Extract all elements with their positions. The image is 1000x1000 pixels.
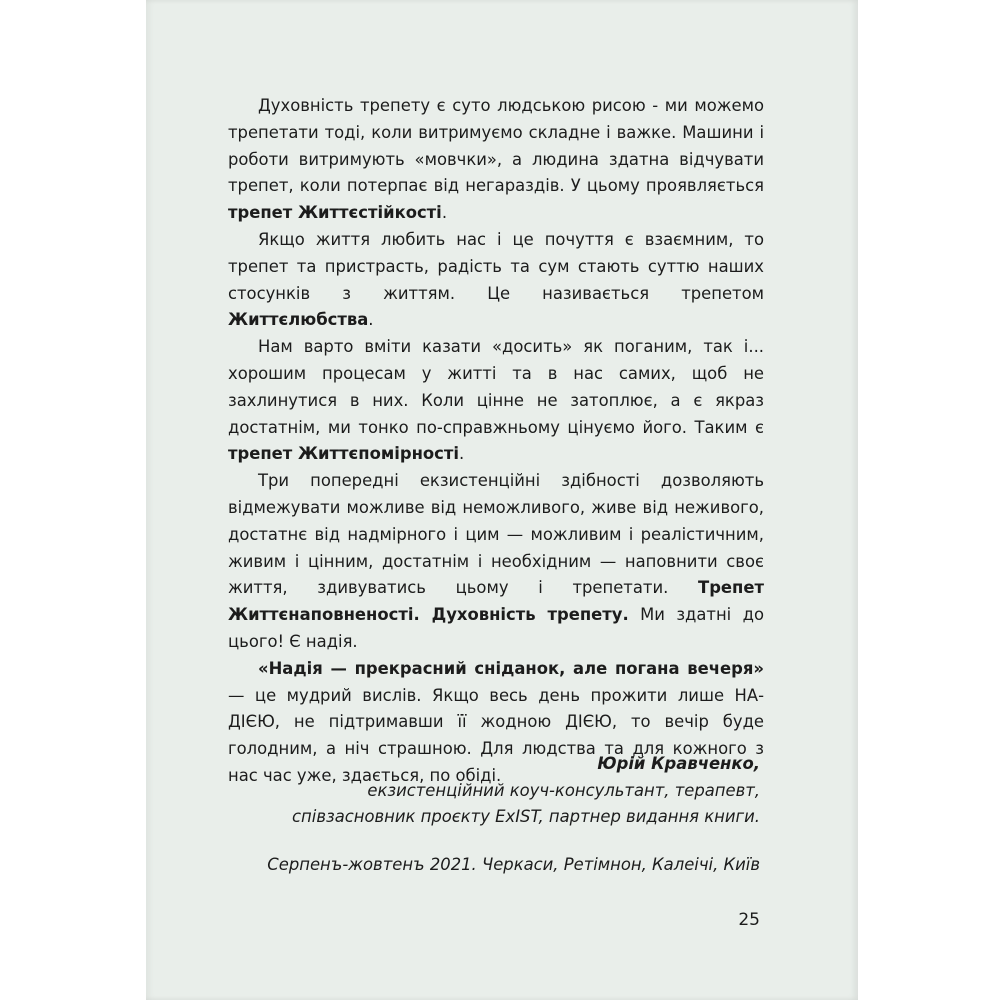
bold-text-run: трепет Життєстійкості — [228, 203, 442, 223]
paragraph — [228, 468, 764, 656]
text-run: Духовність трепету є суто людською рисою - ми можемо трепетати тоді, коли витримуємо складне і важке. Машини і роботи витримують «мовчки», а людина здатна відчувати трепет, коли потерпає від негараздів. У цьому проявляється — [228, 96, 764, 196]
paragraph — [228, 227, 764, 334]
signature-block — [292, 751, 760, 831]
bold-text-run: Життєлюбства — [228, 310, 369, 330]
paragraph — [228, 334, 764, 468]
text-run: . — [441, 203, 448, 223]
author-role: екзистенційний коуч-консультант, терапевт, — [367, 780, 760, 800]
author-affiliation: співзасновник проєкту ExIST, партнер видання книги. — [292, 807, 760, 826]
text-run: . — [459, 444, 465, 464]
bold-text-run: «Надія — прекрасний сніданок, але погана вечеря» — [258, 658, 764, 678]
text-run: . — [368, 310, 374, 330]
dateline: Серпенъ-жовтенъ 2021. Черкаси, Ретімнон, Калеічі, Київ — [267, 855, 760, 874]
text-run: Якщо життя любить нас і це почуття є взаємним, то трепет та пристрасть, радість та сум стають суттю наших стосунків з життям. Це називається трепетом — [228, 229, 764, 303]
text-run: — це мудрий вислів. Якщо весь день прожити лише НА-ДІЄЮ, не підтримавши її жодною ДІЄЮ, то вечір буде голодним, а ніч страшною. Для людства та для кожного з нас час уже, здається, по обіді. — [228, 685, 764, 785]
text-run: Нам варто вміти казати «досить» як поганим, так і... хорошим процесам у житті та в нас самих, щоб не захлинутися в них. Коли цінне не затоплює, а є якраз достатнім, ми тонко по-справжньому цінуємо його. Таким є — [228, 337, 764, 437]
page-number: 25 — [738, 910, 760, 930]
body-text — [228, 93, 764, 790]
book-page — [146, 0, 858, 1000]
paragraph — [228, 93, 764, 227]
text-run: Три попередні екзистенційні здібності дозволяють відмежувати можливе від неможливого, живе від неживого, достатнє від надмірного і цим — можливим і реалістичним, живим і цінним, достатнім і необхідним — наповнити своє життя, здивуватись цьому і трепетати. — [228, 471, 764, 598]
text-run: Ми здатні до цього! Є надія. — [228, 605, 764, 651]
bold-text-run: трепет Життєпомірності — [228, 444, 460, 464]
author-name: Юрій Кравченко, — [597, 754, 760, 773]
bold-text-run: Трепет Життєнаповненості. Духовність трепету. — [228, 578, 764, 625]
